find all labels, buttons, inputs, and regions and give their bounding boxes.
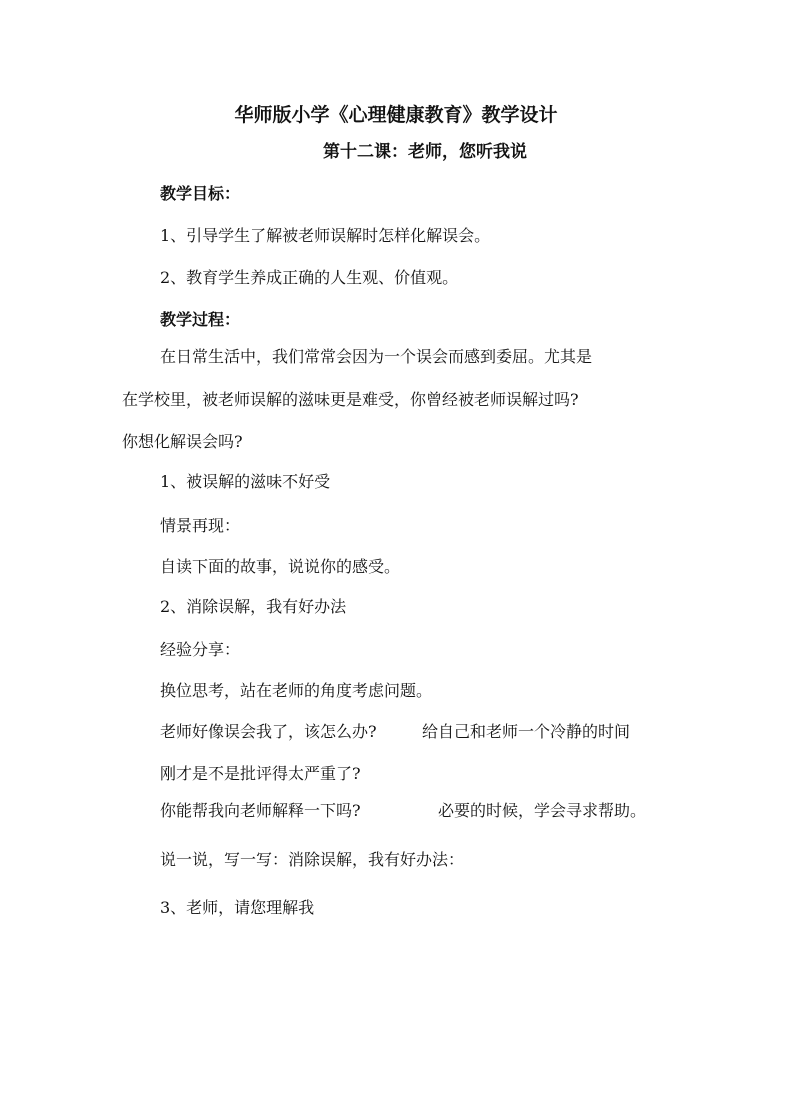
goals-heading: 教学目标： <box>160 184 241 203</box>
process-heading: 教学过程： <box>160 310 241 329</box>
share-heading: 经验分享： <box>160 640 241 659</box>
intro-paragraph-line-3: 你想化解误会吗? <box>122 432 243 451</box>
section-1-heading: 1、被误解的滋味不好受 <box>160 472 331 491</box>
intro-paragraph-line-2: 在学校里，被老师误解的滋味更是难受，你曾经被老师误解过吗? <box>122 390 579 409</box>
row-1-right-text: 给自己和老师一个冷静的时间 <box>422 722 631 741</box>
goal-item-1: 1、引导学生了解被老师误解时怎样化解误会。 <box>160 226 491 245</box>
write-prompt: 说一说，写一写：消除误解，我有好办法： <box>160 850 465 869</box>
row-3-right-text: 必要的时候，学会寻求帮助。 <box>438 801 647 820</box>
scene-heading: 情景再现： <box>160 516 241 535</box>
section-2-heading: 2、消除误解，我有好办法 <box>160 597 347 616</box>
scene-instruction: 自读下面的故事，说说你的感受。 <box>160 557 401 576</box>
row-3-left-text: 你能帮我向老师解释一下吗? <box>160 801 361 820</box>
share-text: 换位思考，站在老师的角度考虑问题。 <box>160 681 433 700</box>
document-title: 华师版小学《心理健康教育》教学设计 <box>234 104 558 126</box>
row-2-left-text: 刚才是不是批评得太严重了? <box>160 764 361 783</box>
row-1-left-text: 老师好像误会我了，该怎么办? <box>160 722 377 741</box>
section-3-heading: 3、老师，请您理解我 <box>160 898 315 917</box>
goal-item-2: 2、教育学生养成正确的人生观、价值观。 <box>160 268 459 287</box>
lesson-subtitle: 第十二课：老师，您听我说 <box>323 142 527 162</box>
intro-paragraph-line-1: 在日常生活中，我们常常会因为一个误会而感到委屈。尤其是 <box>160 347 593 366</box>
